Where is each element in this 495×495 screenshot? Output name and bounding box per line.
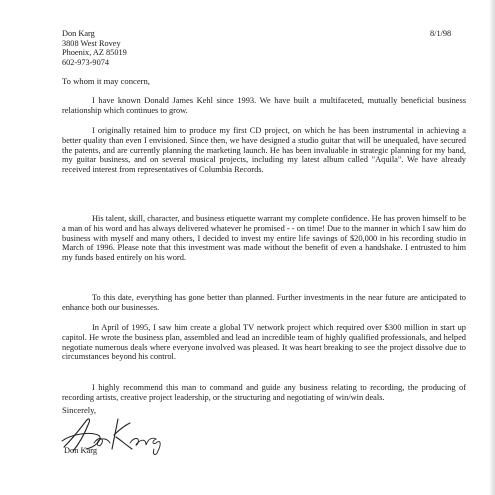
closing: Sincerely,	[62, 405, 97, 415]
body-paragraph-6: I highly recommend this man to command and guide any business relating to recording, the producing of recording artists, creative project leadership, or the structuring and negotiating of win/win deals.	[62, 383, 466, 402]
letter-date: 8/1/98	[430, 29, 452, 38]
body-paragraph-4: To this date, everything has gone better than planned. Further investments in the near future are anticipated to enhance both our businesses.	[62, 293, 466, 312]
sender-street: 3808 West Rovey	[62, 38, 121, 48]
sender-address-block	[62, 29, 127, 67]
sender-phone: 602-973-9074	[62, 57, 110, 67]
typed-name: Don Karg	[64, 446, 98, 455]
body-paragraph-1: I have known Donald James Kehl since 1993. We have built a multifaceted, mutually beneficial business relationship which continues to grow.	[62, 96, 466, 115]
sender-city: Phoenix, AZ 85019	[62, 48, 127, 58]
body-paragraph-3: His talent, skill, character, and business etiquette warrant my complete confidence. He has proven himself to be a man of his word and has always delivered whatever he promised - - on time! Due to the manner in which I saw him do business with myself and many others, I decided to invest my entire life savings of $20,000 in his recording studio in March of 1996. Please note that this investment was made without the benefit of even a handshake. I entrusted to him my funds based entirely on his word.	[62, 214, 466, 263]
sender-name: Don Karg	[62, 29, 95, 38]
body-paragraph-2: I originally retained him to produce my first CD project, on which he has been instrumental in achieving a better quality than even I envisioned. Since then, we have designed a studio guitar that will be unequaled, have secured the patents, and are currently planning the marketing launch. He has been invaluable in strategic planning for my band, my guitar business, and on several musical projects, including my latest album called "Aquila". We have already received interest from representatives of Columbia Records.	[62, 126, 466, 175]
page-edge-shadow	[489, 0, 495, 495]
salutation: To whom it may concern,	[62, 76, 150, 86]
body-paragraph-5: In April of 1995, I saw him create a global TV network project which required over $300 million in start up capitol. He wrote the business plan, assembled and lead an incredible team of highly qualified professionals, and helped negotiate numerous deals where everyone involved was pleased. It was heart breaking to see the project dissolve due to circumstances beyond his control.	[62, 323, 466, 362]
